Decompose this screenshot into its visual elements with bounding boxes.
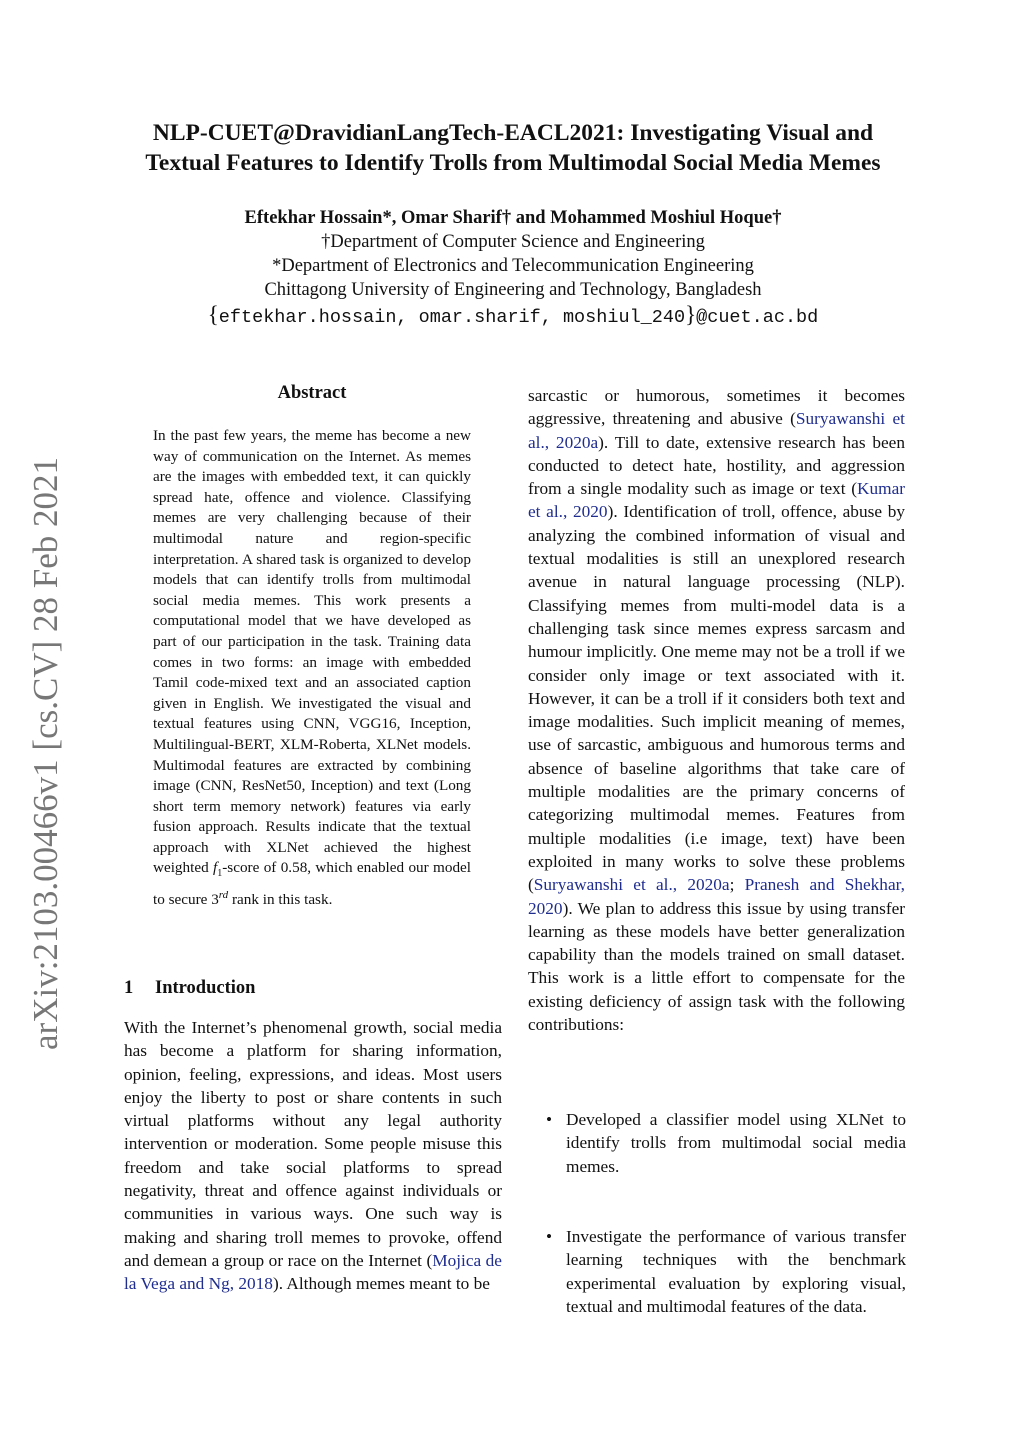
contribution-text: Developed a classifier model using XLNet to identify trolls from multimodal social media memes.: [566, 1110, 906, 1176]
title-line-2: Textual Features to Identify Trolls from Multimodal Social Media Memes: [145, 150, 881, 176]
citation-separator: ;: [729, 875, 745, 895]
right-text-3: ). Identification of troll, offence, abuse by analyzing the combined information of visual and textual modalities is still an unexplored research avenue in natural language processing (NLP). Classifying memes from multi-model data is a challenging task since memes express sarcasm and humour implicitly. One meme may not be a troll if we consider only image or text associated with it. However, it can be a troll if it considers both text and image modalities. Such implicit meaning of memes, use of sarcastic, ambiguous and humorous terms and absence of baseline algorithms that take care of multiple modalities are the primary concerns of categorizing multimodal memes. Features from multiple modalities (i.e image, text) have been exploited in many works to solve these problems (: [528, 502, 905, 895]
abstract-text-after-score: , which enabled our model to secure: [153, 859, 471, 909]
citation-link-mojica[interactable]: Mojica de la Vega and Ng, 2018: [124, 1250, 502, 1294]
arxiv-identifier: arXiv:2103.00466v1 [cs.CV] 28 Feb 2021: [26, 456, 65, 1050]
right-text-2: ). Till to date, extensive research has been conducted to detect hate, hostility, and aggression from a single modality such as image or text (: [528, 432, 905, 499]
abstract-text: In the past few years, the meme has become a new way of communication on the Internet. As memes are the images with embedded text, it can quickly spread hate, offence and violence. Classifying memes are very challenging because of their multimodal nature and region-specific interpretation. A shared task is organized to develop models that can identify trolls from multimodal social media memes. This work presents a computational model that we have developed as part of our participation in the task. Training data comes in two forms: an image with embedded Tamil code-mixed text and an associated caption given in English. We investigated the visual and textual features using CNN, VGG16, Inception, Multilingual-BERT, XLM-Roberta, XLNet models. Multimodal features are extracted by combining image (CNN, ResNet50, Inception) and text (Long short term memory network) features via early fusion approach. Results indicate that the textual approach with XLNet achieved the highest weighted: [153, 427, 471, 877]
affiliation-university: Chittagong University of Engineering and Technology, Bangladesh: [264, 280, 762, 300]
section-title: Introduction: [155, 978, 256, 998]
citation-link-pranesh[interactable]: Pranesh and Shekhar, 2020: [528, 875, 905, 918]
rank-superscript: rd: [218, 889, 229, 902]
title-line-1: NLP-CUET@DravidianLangTech-EACL2021: Investigating Visual and: [152, 120, 874, 146]
author-list: Eftekhar Hossain*, Omar Sharif† and Mohammed Moshiul Hoque†: [244, 208, 782, 228]
f-symbol: f: [213, 859, 218, 877]
abstract-text-end: rank in this task.: [228, 891, 333, 909]
paper-title: [100, 118, 926, 178]
bullet-icon: •: [546, 1227, 553, 1246]
intro-text: With the Internet’s phenomenal growth, social media has become a platform for sharing information, opinion, feeling, expressions, and ideas. Most users enjoy the liberty to post or share contents in such virtual platforms without any legal authority intervention or moderation. Some people misuse this freedom and take social platforms to spread negativity, threat and offence against individuals or communities in various ways. One such way is making and sharing troll memes to provoke, offend and demean a group or race on the Internet (: [124, 1018, 502, 1270]
right-column-paragraph: [528, 384, 905, 1036]
affiliation-ete: *Department of Electronics and Telecommunication Engineering: [272, 256, 754, 276]
score-value: 0.58: [280, 859, 308, 877]
right-text-1: sarcastic or humorous, sometimes it becomes aggressive, threatening and abusive (: [528, 386, 905, 429]
introduction-paragraph: [124, 1016, 502, 1296]
citation-link-suryawanshi-2[interactable]: Suryawanshi et al., 2020a: [533, 875, 730, 895]
bullet-icon: •: [546, 1110, 553, 1129]
citation-link-suryawanshi[interactable]: Suryawanshi et al., 2020a: [528, 409, 905, 452]
right-text-4: ). We plan to address this issue by using transfer learning as these models have better generalization capability than the models trained on small dataset. This work is a little effort to compensate for the existing deficiency of assign task with the following contributions:: [528, 898, 905, 1035]
contribution-item: [548, 1108, 906, 1178]
abstract-body: [153, 426, 471, 911]
rank-number: 3: [211, 891, 219, 909]
email-brace-open: {: [207, 302, 219, 327]
author-emails: [100, 302, 926, 331]
abstract-heading: Abstract: [277, 383, 347, 403]
contribution-item: [548, 1225, 906, 1318]
intro-text-end: ). Although memes meant to be: [272, 1274, 490, 1294]
f-subscript: 1: [217, 868, 223, 880]
email-usernames: eftekhar.hossain, omar.sharif, moshiul_240: [218, 307, 686, 328]
email-brace-close: }: [685, 302, 697, 327]
citation-link-kumar[interactable]: Kumar et al., 2020: [528, 479, 905, 522]
contribution-text: Investigate the performance of various transfer learning techniques with the benchmark experimental evaluation by exploring visual, textual and multimodal features of the data.: [566, 1227, 906, 1316]
abstract-text-mid: -score of: [222, 859, 281, 877]
email-domain: @cuet.ac.bd: [696, 307, 819, 328]
affiliation-cse: †Department of Computer Science and Engineering: [321, 232, 705, 252]
introduction-heading: [124, 978, 504, 999]
section-number: 1: [124, 978, 134, 998]
